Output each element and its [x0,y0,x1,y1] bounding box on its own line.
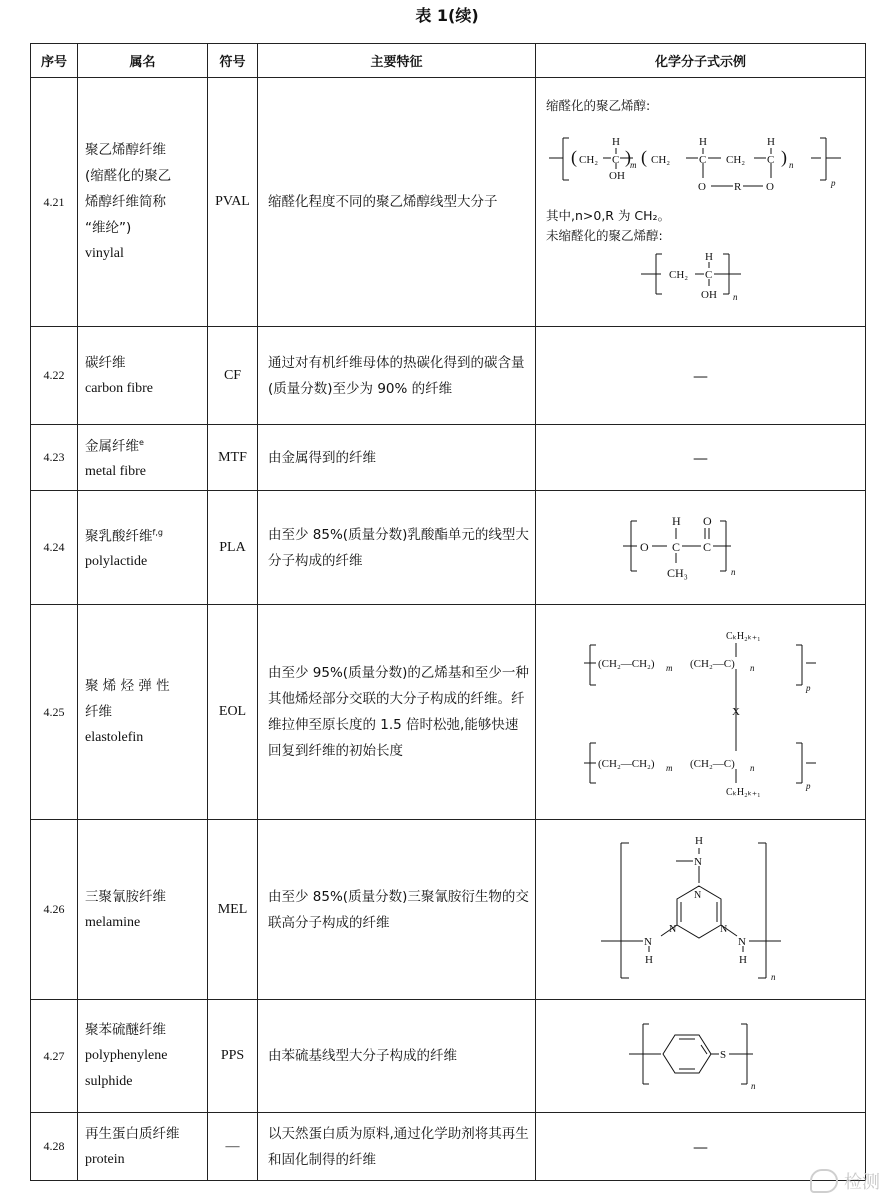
row-symbol: — [208,1113,258,1181]
formula-text: O [697,181,706,193]
formula-text: C [611,154,619,166]
formula-text: H [611,136,620,148]
name-en: protein [85,1151,125,1167]
eol-formula [576,615,826,805]
table-row [31,491,866,605]
formula-text: C [766,154,774,166]
row-name [78,327,208,425]
pval-acetal-formula [541,116,861,202]
formula-text: H [671,513,681,528]
formula-text: (CH₂—CH₂) [597,758,655,770]
formula-text: N [719,923,727,935]
row-no: 4.25 [31,605,78,820]
name-line: 聚 烯 烃 弹 性 [85,678,170,694]
row-symbol: MEL [208,820,258,1000]
table-row [31,605,866,820]
row-symbol: EOL [208,605,258,820]
table-row [31,1113,866,1181]
footnote-mark: f,g [152,527,163,537]
row-name [78,425,208,491]
row-example: — [536,1113,866,1181]
example-label: 缩醛化的聚乙烯醇: [546,98,651,113]
formula-text: R [733,181,741,193]
row-feature: 由至少 95%(质量分数)的乙烯基和至少一种其他烯烃部分交联的大分子构成的纤维。纤维拉伸至原长度的 1.5 倍时松弛,能够快速回复到纤维的初始长度 [258,605,536,820]
formula-text: H [698,136,707,148]
row-feature: 通过对有机纤维母体的热碳化得到的碳含量(质量分数)至少为 90% 的纤维 [258,327,536,425]
name-line: 再生蛋白质纤维 [85,1125,180,1142]
row-no: 4.27 [31,1000,78,1113]
formula-text: CₖH₂ₖ₊₁ [725,787,761,798]
formula-text: p [805,683,810,693]
row-no: 4.28 [31,1113,78,1181]
table-row [31,820,866,1000]
row-example [536,78,866,327]
formula-text: CH₂ [650,154,670,166]
name-en: metal fibre [85,464,147,480]
table-row [31,425,866,491]
example-note: 其中,n>0,R 为 CH₂。 [546,208,671,223]
watermark-text: 检测 [844,1172,880,1193]
table-row [31,78,866,327]
formula-text: n [730,566,735,577]
name-en: polyphenylene sulphide [85,1048,168,1089]
formula-text: S [719,1049,726,1061]
formula-text: CₖH₂ₖ₊₁ [725,631,761,642]
paren: ( [640,147,647,167]
row-symbol: PVAL [208,78,258,327]
row-name [78,78,208,327]
name-line: “维纶”) [85,220,132,236]
row-example [536,605,866,820]
row-no: 4.26 [31,820,78,1000]
formula-text: p [830,178,835,188]
name-line: (缩醛化的聚乙 [85,168,172,184]
row-feature: 缩醛化程度不同的聚乙烯醇线型大分子 [258,78,536,327]
formula-text: H [766,136,775,148]
row-example [536,491,866,605]
header-row [31,44,866,78]
formula-text: H [644,953,653,966]
formula-text: N [693,855,702,868]
paren: ) [780,147,787,167]
formula-text: n [749,663,754,673]
formula-text: C [702,539,711,554]
formula-text: n [770,971,775,982]
row-symbol: CF [208,327,258,425]
name-line: 聚苯硫醚纤维 [85,1022,166,1038]
row-no: 4.24 [31,491,78,605]
header-no: 序号 [31,44,78,78]
formula-text: m [629,160,636,170]
table-row [31,327,866,425]
formula-text: (CH₂—CH₂) [597,658,655,670]
name-line: 聚乙烯醇纤维 [85,142,166,158]
formula-text: C [698,154,706,166]
formula-text: (CH₂—C) [689,658,735,670]
row-name [78,1000,208,1113]
name-line: 金属纤维 [85,438,139,455]
name-line: 三聚氰胺纤维 [85,888,166,905]
page-title: 表 1(续) [415,6,479,25]
row-symbol: PLA [208,491,258,605]
formula-text: CH₂ [668,269,688,281]
row-name [78,491,208,605]
mel-formula [581,828,821,988]
header-feature: 主要特征 [258,44,536,78]
formula-text: O [639,539,649,554]
formula-text: N [668,923,676,935]
row-example: — [536,327,866,425]
formula-text: m [665,663,672,673]
row-example [536,820,866,1000]
formula-text: N [737,935,746,948]
formula-text: O [702,513,712,528]
row-name [78,1113,208,1181]
name-line: 聚乳酸纤维 [85,528,153,545]
row-example: — [536,425,866,491]
pval-formula [601,246,801,304]
row-symbol: PPS [208,1000,258,1113]
formula-text: H [738,953,747,966]
footnote-mark: e [139,437,144,447]
row-name [78,605,208,820]
name-line: 碳纤维 [85,354,126,371]
header-example: 化学分子式示例 [536,44,866,78]
formula-text: m [665,763,672,773]
row-feature: 以天然蛋白质为原料,通过化学助剂将其再生和固化制得的纤维 [258,1113,536,1181]
formula-text: C [704,269,712,281]
row-feature: 由苯硫基线型大分子构成的纤维 [258,1000,536,1113]
formula-text: n [750,1081,755,1091]
chat-bubble-icon [810,1169,838,1193]
paren: ) [624,147,631,167]
row-no: 4.22 [31,327,78,425]
formula-text: p [805,781,810,791]
formula-text: n [732,292,737,302]
formula-text: O [765,181,774,193]
row-feature: 由至少 85%(质量分数)乳酸酯单元的线型大分子构成的纤维 [258,491,536,605]
name-en: vinylal [85,246,124,261]
formula-text: X [731,706,740,718]
row-feature: 由金属得到的纤维 [258,425,536,491]
pps-formula [621,1009,781,1099]
name-en: polylactide [85,554,148,570]
formula-text: n [788,160,793,170]
header-symbol: 符号 [208,44,258,78]
formula-text: n [749,763,754,773]
formula-text: CH₂ [725,154,745,166]
row-symbol: MTF [208,425,258,491]
watermark [810,1168,880,1194]
formula-text: OH [700,289,717,301]
row-no: 4.21 [31,78,78,327]
name-en: elastolefin [85,730,144,745]
formula-text: N [693,889,701,901]
row-example [536,1000,866,1113]
formula-text: H [704,251,713,263]
paren: ( [570,147,577,167]
row-feature: 由至少 85%(质量分数)三聚氰胺衍生物的交联高分子构成的纤维 [258,820,536,1000]
fiber-table [30,43,866,1181]
formula-text: H [694,834,703,847]
row-no: 4.23 [31,425,78,491]
example-label: 未缩醛化的聚乙烯醇: [546,228,663,243]
formula-text: C [671,539,680,554]
pla-formula [601,501,801,591]
formula-text: CH₃ [666,565,688,580]
formula-text: (CH₂—C) [689,758,735,770]
name-en: carbon fibre [85,380,154,396]
table-row [31,1000,866,1113]
name-en: melamine [85,914,141,930]
name-line: 烯醇纤维简称 [85,194,166,210]
header-name: 属名 [78,44,208,78]
formula-text: CH₂ [578,154,598,166]
row-name [78,820,208,1000]
name-line: 纤维 [85,704,112,720]
formula-text: OH [608,170,625,182]
formula-text: N [643,935,652,948]
